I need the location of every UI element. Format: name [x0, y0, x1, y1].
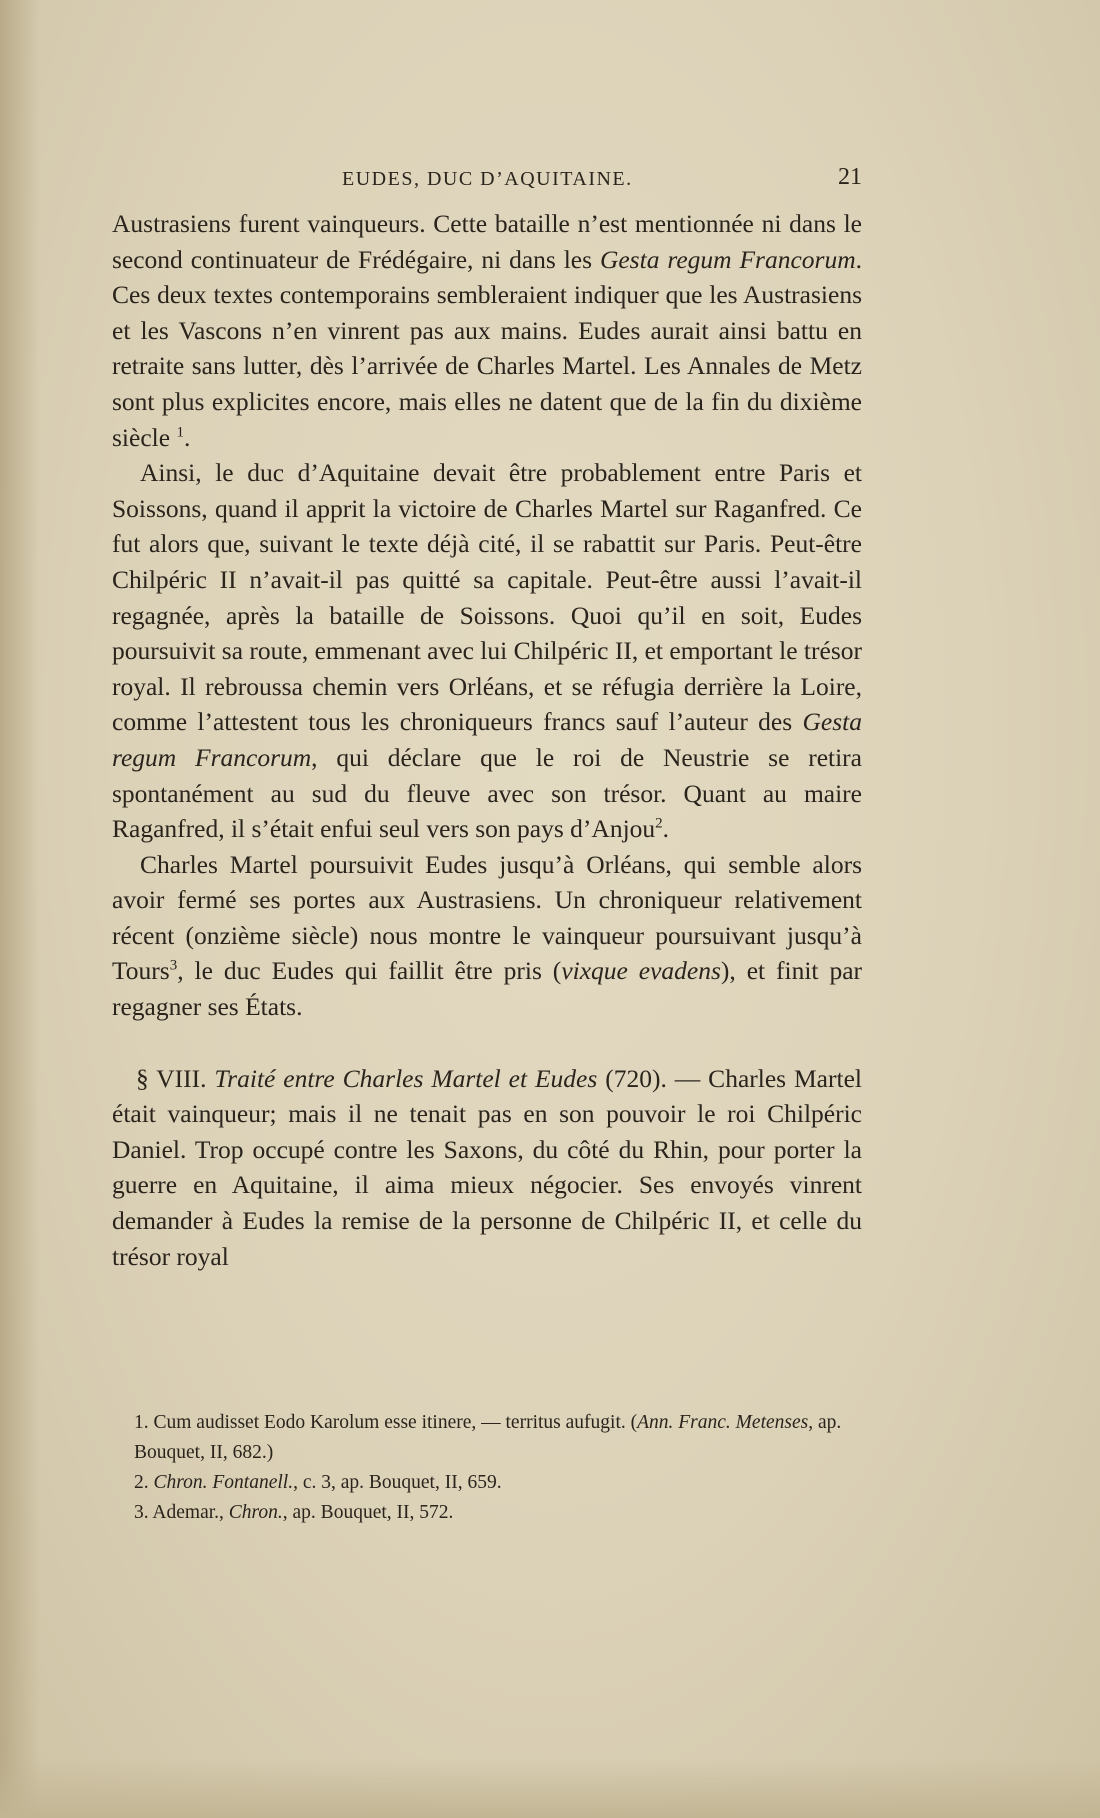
section-title: Traité entre Charles Martel et Eudes [214, 1063, 598, 1093]
page-header [112, 164, 862, 194]
italic-source: Ann. Franc. Metenses [637, 1412, 809, 1433]
paragraph-1 [112, 206, 862, 455]
section-heading-paragraph [112, 1061, 862, 1275]
running-title: EUDES, DUC D’AQUITAINE. [342, 168, 633, 190]
footnote-number: 2. [134, 1472, 149, 1493]
text-run: . Ces deux textes contemporains sembleraient indiquer que les Austrasiens et les Vascons n’en vinrent pas aux mains. Eudes aurait ainsi battu en retraite sans lutter, dès l’arrivée de Charles Martel. Les Annales de Metz sont plus explicites encore, mais elles ne datent que de la fin du dixième siècle [112, 244, 862, 452]
text-run: , ap. Bouquet, II, 682.) [134, 1412, 842, 1463]
italic-source: Chron. [228, 1502, 283, 1523]
footnote-ref: 3 [169, 957, 178, 974]
italic-title: Gesta regum Francorum [599, 244, 856, 274]
text-run: Cum audisset Eodo Karolum esse itinere, — territus aufugit. ( [148, 1412, 638, 1433]
text-run: . [183, 422, 191, 452]
footnote-3 [112, 1498, 862, 1528]
italic-source: Chron. Fontanell. [153, 1472, 294, 1493]
footnotes [112, 1408, 862, 1528]
italic-title: Gesta regum Francorum [112, 707, 862, 772]
footnote-number: 3. [134, 1502, 149, 1523]
footnote-2 [112, 1468, 862, 1498]
footnote-1 [112, 1408, 862, 1468]
section-number: § VIII. [136, 1063, 215, 1093]
footnote-ref: 1 [176, 424, 184, 441]
page-shadow-left [0, 0, 40, 1818]
text-run: ), et finit par regagner ses États. [112, 956, 863, 1022]
text-run: . [662, 814, 670, 844]
text-run: , le duc Eudes qui faillit être pris ( [177, 956, 562, 986]
text-run: Charles Martel poursuivit Eudes jusqu’à Orléans, qui semble alors avoir fermé ses portes aux Austrasiens. Un chroniqueur relativement récent (onzième siècle) nous montre le vainqueur poursuivant jusqu’à Tours [112, 849, 862, 986]
paragraph-3 [112, 847, 862, 1025]
text-run: Ainsi, le duc d’Aquitaine devait être probablement entre Paris et Soissons, quand il apprit la victoire de Charles Martel sur Raganfred. Ce fut alors que, suivant le texte déjà cité, il se rabattit sur Paris. Peut-être Chilpéric II n’avait-il pas quitté sa capitale. Peut-être aussi l’avait-il regagnée, après la bataille de Soissons. Quoi qu’il en soit, Eudes poursuivit sa route, emmenant avec lui Chilpéric II, et emportant le trésor royal. Il rebroussa chemin vers Orléans, et se réfugia derrière la Loire, comme l’attestent tous les chroniqueurs francs sauf l’auteur des [112, 458, 862, 737]
footnote-ref: 2 [655, 815, 663, 832]
italic-quote: vixque evadens [561, 956, 721, 986]
text-run: , qui déclare que le roi de Neustrie se retira spontanément au sud du fleuve avec son trésor. Quant au maire Raganfred, il s’était enfui seul vers son pays d’Anjou [112, 742, 862, 844]
page-shadow-bottom [0, 1758, 1100, 1818]
footnote-number: 1. [134, 1412, 149, 1433]
main-text [112, 206, 862, 1274]
text-run: , ap. Bouquet, II, 572. [282, 1502, 454, 1523]
page-number: 21 [838, 164, 862, 190]
text-run: (720). — Charles Martel était vainqueur; mais il ne tenait pas en son pouvoir le roi Chilpéric Daniel. Trop occupé contre les Saxons, du côté du Rhin, pour porter la guerre en Aquitaine, il aima mieux négocier. Ses envoyés vinrent demander à Eudes la remise de la personne de Chilpéric II, et celle du trésor royal [112, 1063, 862, 1271]
text-run: Austrasiens furent vainqueurs. Cette bataille n’est mentionnée ni dans le second continuateur de Frédégaire, ni dans les [112, 209, 862, 274]
text-run: Ademar., [148, 1502, 229, 1523]
text-run: , c. 3, ap. Bouquet, II, 659. [293, 1472, 502, 1493]
paragraph-2 [112, 455, 862, 847]
